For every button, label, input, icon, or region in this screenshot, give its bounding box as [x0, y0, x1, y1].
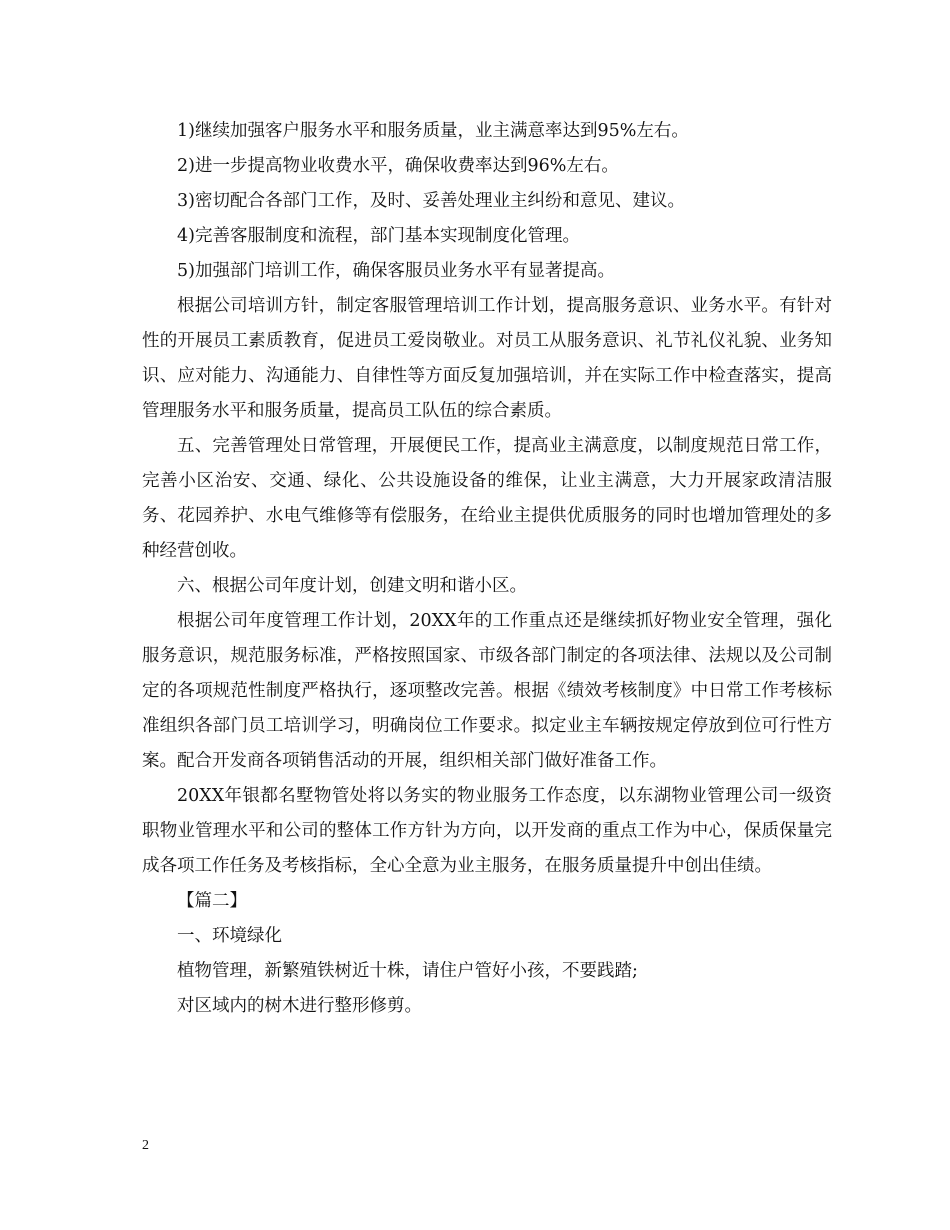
list-item-goal-2: 2)进一步提高物业收费水平，确保收费率达到96%左右。 [177, 156, 619, 176]
page-number: 2 [142, 1138, 149, 1153]
paragraph-plant-management: 植物管理，新繁殖铁树近十株，请住户管好小孩，不要践踏; [177, 961, 638, 981]
list-item-goal-3: 3)密切配合各部门工作，及时、妥善处理业主纠纷和意见、建议。 [177, 191, 685, 211]
paragraph-tree-pruning: 对区域内的树木进行整形修剪。 [177, 996, 422, 1016]
paragraph-summary: 20XX年银都名墅物管处将以务实的物业服务工作态度，以东湖物业管理公司一级资职物业管理水平和公司的整体工作方针为方向，以开发商的重点工作为中心，保质保量完成各项工作任务及考核指标，全心全意为业主服务，在服务质量提升中创出佳绩。 [142, 786, 832, 876]
paragraph-section-five: 五、完善管理处日常管理，开展便民工作，提高业主满意度，以制度规范日常工作，完善小区治安、交通、绿化、公共设施设备的维保，让业主满意，大力开展家政清洁服务、花园养护、水电气维修等有偿服务，在给业主提供优质服务的同时也增加管理处的多种经营创收。 [142, 436, 832, 561]
subheading-environment-greening: 一、环境绿化 [177, 926, 282, 946]
paragraph-section-six: 六、根据公司年度计划，创建文明和谐小区。 [177, 576, 527, 596]
list-item-goal-5: 5)加强部门培训工作，确保客服员业务水平有显著提高。 [177, 261, 615, 281]
paragraph-training: 根据公司培训方针，制定客服管理培训工作计划，提高服务意识、业务水平。有针对性的开展员工素质教育，促进员工爱岗敬业。对员工从服务意识、礼节礼仪礼貌、业务知识、应对能力、沟通能力、自律性等方面反复加强培训，并在实际工作中检查落实，提高管理服务水平和服务质量，提高员工队伍的综合素质。 [142, 296, 832, 421]
list-item-goal-1: 1)继续加强客户服务水平和服务质量，业主满意率达到95%左右。 [177, 121, 689, 141]
list-item-goal-4: 4)完善客服制度和流程，部门基本实现制度化管理。 [177, 226, 580, 246]
document-body [142, 114, 832, 1024]
section-heading-part-two: 【篇二】 [177, 891, 247, 911]
paragraph-annual-plan: 根据公司年度管理工作计划，20XX年的工作重点还是继续抓好物业安全管理，强化服务意识，规范服务标准，严格按照国家、市级各部门制定的各项法律、法规以及公司制定的各项规范性制度严格执行，逐项整改完善。根据《绩效考核制度》中日常工作考核标准组织各部门员工培训学习，明确岗位工作要求。拟定业主车辆按规定停放到位可行性方案。配合开发商各项销售活动的开展，组织相关部门做好准备工作。 [142, 611, 832, 771]
